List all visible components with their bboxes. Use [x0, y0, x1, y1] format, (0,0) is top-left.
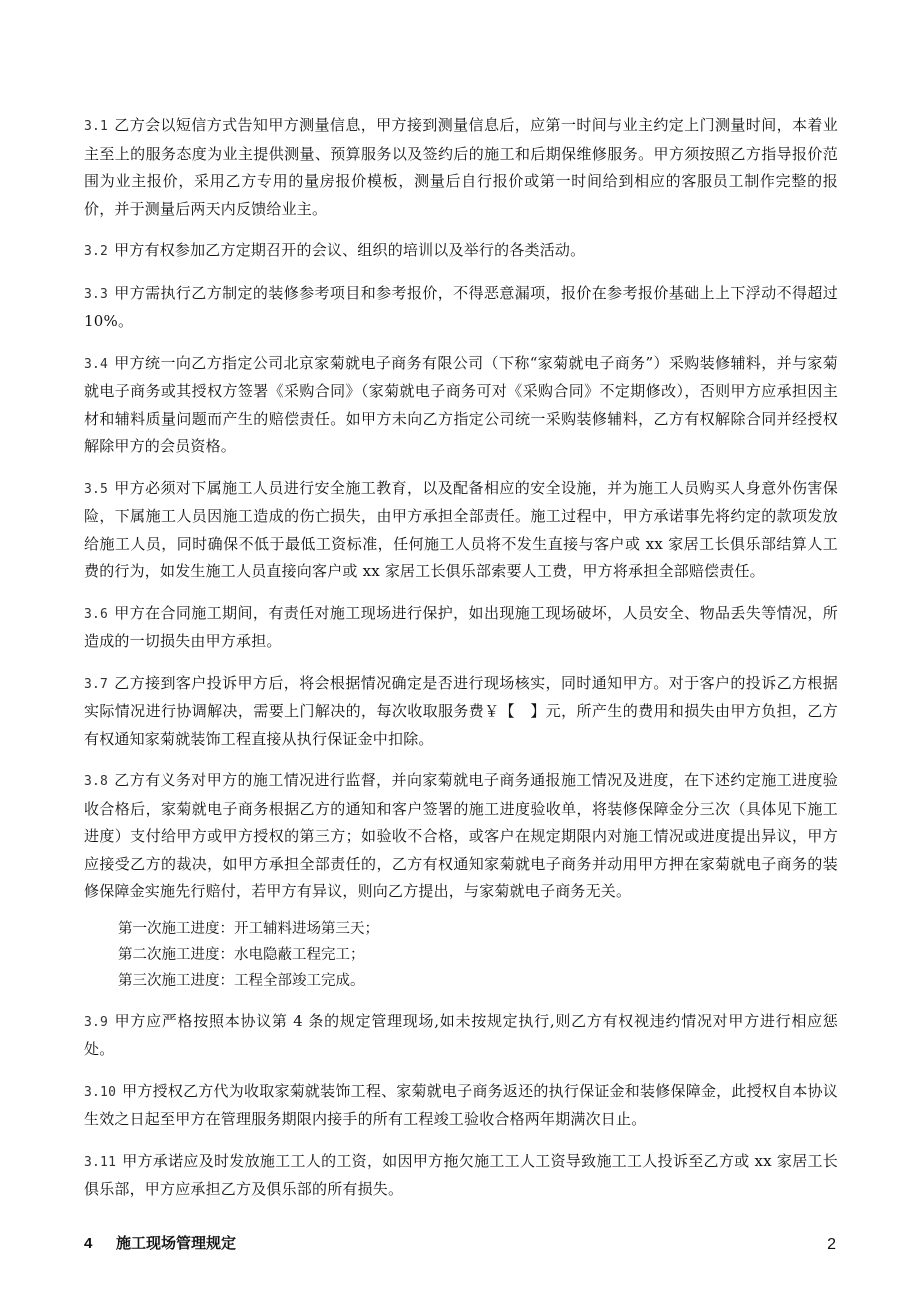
clause-3-9: [84, 1008, 838, 1064]
clause-3-6: [84, 600, 838, 656]
clause-3-4: [84, 350, 838, 461]
section-number: 4: [84, 1234, 93, 1252]
clause-3-2: [84, 237, 838, 266]
clause-text: 甲方在合同施工期间，有责任对施工现场进行保护，如出现施工现场破坏，人员安全、物品丢失等情况，所造成的一切损失由甲方承担。: [84, 603, 838, 650]
section-heading: [84, 1230, 838, 1257]
clause-number: 3.4: [84, 356, 109, 372]
clause-number: 3.3: [84, 286, 109, 302]
clause-3-8: [84, 767, 838, 906]
clause-text: 甲方承诺应及时发放施工工人的工资，如因甲方拖欠施工工人工资导致施工工人投诉至乙方或 xx 家居工长俱乐部，甲方应承担乙方及俱乐部的所有损失。: [84, 1151, 838, 1198]
clause-3-1: [84, 112, 838, 223]
clause-number: 3.2: [84, 244, 109, 259]
clause-text: 乙方接到客户投诉甲方后，将会根据情况确定是否进行现场核实，同时通知甲方。对于客户的投诉乙方根据实际情况进行协调解决，需要上门解决的，每次收取服务费￥【 】元，所产生的费用和损失由甲方负担，乙方有权通知家菊就装饰工程直接从执行保证金中扣除。: [84, 673, 838, 748]
page-number: 2: [827, 1236, 836, 1253]
clause-number: 3.6: [84, 606, 109, 622]
clause-text: 甲方统一向乙方指定公司北京家菊就电子商务有限公司（下称“家菊就电子商务”）采购装修辅料，并与家菊就电子商务或其授权方签署《采购合同》（家菊就电子商务可对《采购合同》不定期修改），否则甲方应承担因主材和辅料质量问题而产生的赔偿责任。如甲方未向乙方指定公司统一采购装修辅料，乙方有权解除合同并经授权解除甲方的会员资格。: [84, 353, 838, 455]
clause-number: 3.7: [84, 676, 109, 692]
clause-3-3: [84, 280, 838, 336]
clause-number: 3.11: [84, 1154, 117, 1170]
clause-text: 甲方必须对下属施工人员进行安全施工教育，以及配备相应的安全设施，并为施工人员购买人身意外伤害保险，下属施工人员因施工造成的伤亡损失，由甲方承担全部责任。施工过程中，甲方承诺事先将约定的款项发放给施工人员，同时确保不低于最低工资标准，任何施工人员将不发生直接与客户或 xx 家居工长俱乐部结算人工费的行为，如发生施工人员直接向客户或 xx 家居工长俱乐部索要人工费，甲方将承担全部赔偿责任。: [84, 478, 838, 580]
clause-number: 3.1: [84, 119, 109, 134]
clause-text: 乙方有义务对甲方的施工情况进行监督，并向家菊就电子商务通报施工情况及进度，在下述约定施工进度验收合格后，家菊就电子商务根据乙方的通知和客户签署的施工进度验收单，将装修保障金分三次（具体见下施工进度）支付给甲方或甲方授权的第三方；如验收不合格，或客户在规定期限内对施工情况或进度提出异议，甲方应接受乙方的裁决，如甲方承担全部责任的，乙方有权通知家菊就电子商务并动用甲方押在家菊就电子商务的装修保障金实施先行赔付，若甲方有异议，则向乙方提出，与家菊就电子商务无关。: [84, 771, 838, 900]
clause-text: 甲方有权参加乙方定期召开的会议、组织的培训以及举行的各类活动。: [114, 241, 586, 259]
clause-3-7: [84, 670, 838, 754]
clause-text: 甲方需执行乙方制定的装修参考项目和参考报价，不得恶意漏项，报价在参考报价基础上上下浮动不得超过 10%。: [84, 283, 838, 330]
stage-1: 第一次施工进度：开工辅料进场第三天；: [118, 920, 379, 937]
section-title: 施工现场管理规定: [116, 1233, 237, 1252]
construction-stages-list: [118, 916, 838, 994]
clause-text: 甲方授权乙方代为收取家菊就装饰工程、家菊就电子商务返还的执行保证金和装修保障金，此授权自本协议生效之日起至甲方在管理服务期限内接手的所有工程竣工验收合格两年期满次日止。: [84, 1081, 838, 1128]
clause-number: 3.8: [84, 774, 109, 789]
clause-number: 3.10: [84, 1084, 117, 1100]
stage-3: 第三次施工进度：工程全部竣工完成。: [118, 972, 365, 989]
stage-2: 第二次施工进度：水电隐蔽工程完工；: [118, 946, 365, 963]
document-body: [84, 112, 838, 1257]
clause-3-11: [84, 1148, 838, 1204]
clause-number: 3.5: [84, 481, 109, 497]
clause-3-10: [84, 1078, 838, 1134]
clause-number: 3.9: [84, 1014, 109, 1030]
clause-text: 乙方会以短信方式告知甲方测量信息，甲方接到测量信息后，应第一时间与业主约定上门测量时间，本着业主至上的服务态度为业主提供测量、预算服务以及签约后的施工和后期保维修服务。甲方须按照乙方指导报价范围为业主报价，采用乙方专用的量房报价模板，测量后自行报价或第一时间给到相应的客服员工制作完整的报价，并于测量后两天内反馈给业主。: [84, 116, 838, 218]
clause-text: 甲方应严格按照本协议第 4 条的规定管理现场,如未按规定执行,则乙方有权视违约情况对甲方进行相应惩处。: [84, 1011, 838, 1058]
clause-3-5: [84, 475, 838, 586]
